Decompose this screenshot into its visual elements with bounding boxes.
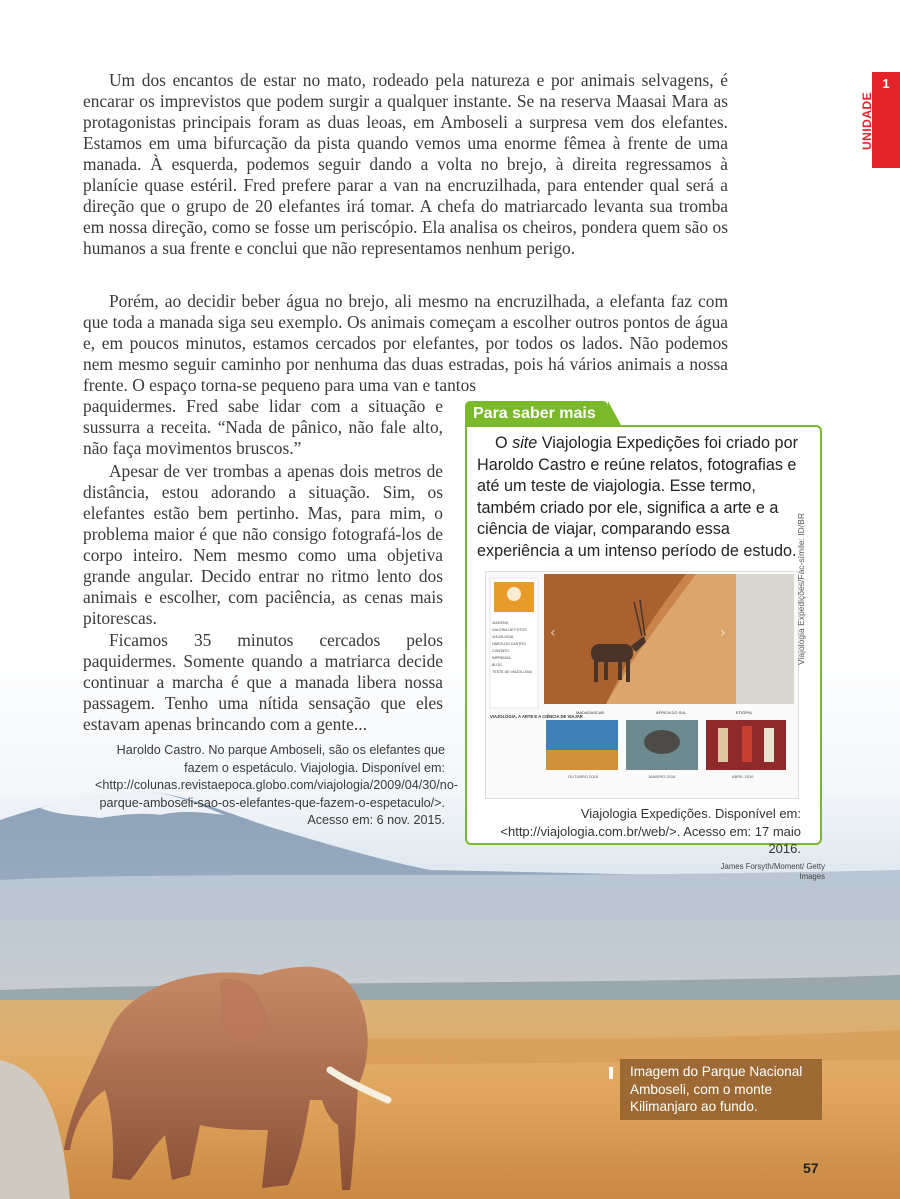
paragraph-4-text: Ficamos 35 minutos cercados pelos paquidermes. Somente quando a matriarca decide continuar a marcha é que a manada libera nossa passagem. Tenho uma nítida sensação que eles estavam apenas brincando com a gente... (83, 630, 443, 734)
paragraph-2-text: Porém, ao decidir beber água no brejo, ali mesmo na encruzilhada, a elefanta faz com que toda a manada siga seu exemplo. Os animais começam a escolher outros pontos de água e, em poucos minutos, estamos cercados por elefantes, por todos os lados. Não podemos nem mesmo seguir caminho por nenhuma das duas estradas, pois há vários animais a nossa frente. O espaço torna-se pequeno para uma van e tantos (83, 291, 728, 395)
paragraph-1-text: Um dos encantos de estar no mato, rodeado pela natureza e por animais selvagens, é encarar os imprevistos que podem surgir a qualquer instante. Se na reserva Maasai Mara as protagonistas principais foram as duas leoas, em Amboseli a surpresa vem dos elefantes. Estamos em uma bifurcação da pista quando vemos uma enorme fêmea à frente de uma manada. À esquerda, podemos seguir dando a volta no brejo, à direita regressamos à planície quase estéril. Fred prefere parar a van na encruzilhada, para entender qual será a direção que o grupo de 20 elefantes irá tomar. A chefa do matriarcado levanta sua tromba em nossa direção, como se fosse um periscópio. Ela analisa os cheiros, pondera quem são os humanos a sua frente e conclui que não representamos nenhum perigo. (83, 70, 728, 258)
website-screenshot (485, 571, 799, 799)
site-date: OUTUBRO 2015 (568, 774, 599, 779)
photo-caption (620, 1059, 822, 1120)
site-menu-item: IMPRENSA (492, 656, 511, 660)
page-number: 57 (803, 1160, 819, 1176)
photo-caption-text: Imagem do Parque Nacional Amboseli, com o monte Kilimanjaro ao fundo. (630, 1064, 803, 1114)
photo-credit: James Forsyth/Moment/ Getty Images (720, 862, 825, 881)
paragraph-2-continued (83, 396, 443, 466)
site-tagline: VIAJOLOGIA, A ARTE E A CIÊNCIA DE VIAJAR (490, 714, 583, 719)
site-menu-item: GALERIA DE FOTOS (492, 628, 527, 632)
source-citation: Haroldo Castro. No parque Amboseli, são os elefantes que fazem o espetáculo. Viajologia. Disponível em: <http://colunas.revistaepoca.globo.com/viajologia/2009/04/30/no-parque-amboseli-sao-os-elefantes-que-fazem-o-espetaculo/>. Acesso em: 6 nov. 2015. (95, 743, 459, 827)
sidebar-text-rest: Viajologia Expedições foi criado por Haroldo Castro e reúne relatos, fotografias e até um teste de viajologia. Esse termo, também criado por ele, significa a arte e a ciência de viajar, comparando essa experiência a um intenso período de estudo. (477, 434, 798, 560)
paragraph-1 (83, 70, 728, 266)
site-menu-item: BLOG (492, 663, 502, 667)
website-screenshot-image (486, 572, 798, 798)
caption-marker-icon (609, 1067, 613, 1079)
sidebar-text-emphasis: site (512, 434, 538, 452)
carousel-next-icon: › (720, 625, 726, 641)
sidebar-title: Para saber mais (465, 401, 608, 427)
unit-number: 1 (882, 76, 890, 91)
carousel-prev-icon: ‹ (550, 625, 556, 641)
paragraph-3 (83, 461, 443, 636)
sidebar-caption: Viajologia Expedições. Disponível em: <http://viajologia.com.br/web/>. Acesso em: 17 maio 2016. (500, 806, 801, 856)
site-menu-item: VIAGENS (492, 621, 508, 625)
site-region-label: ETIÓPIA (736, 710, 752, 715)
screenshot-credit: Viajologia Expedições/Fac-símile: ID/BR (796, 513, 806, 665)
site-menu-item: CONTATO (492, 649, 509, 653)
sidebar-text-start: O (495, 434, 513, 452)
paragraph-3-text: Apesar de ver trombas a apenas dois metros de distância, estou adorando a situação. Sim, os elefantes estão bem pertinho. Mas, para mim, o problema maior é que não consigo fotografá-los de corpo inteiro. Nem mesmo como uma objetiva grande angular. Decido entrar no ritmo lento dos animais e escolher, com paciência, as cenas mais pitorescas. (83, 461, 443, 628)
unit-label: UNIDADE (860, 91, 874, 150)
para-saber-mais-box (465, 425, 822, 856)
paragraph-4 (83, 630, 443, 742)
site-menu-item: TESTE DE VIAJOLOGIA (492, 670, 532, 674)
site-date: JANEIRO 2016 (648, 774, 676, 779)
site-menu-item: VIAJOLOGIA (492, 635, 514, 639)
site-menu-item: HAROLDO CASTRO (492, 642, 526, 646)
site-region-label: MADAGASCAR (576, 710, 605, 715)
paragraph-2 (83, 291, 728, 395)
site-date: ABRIL 2016 (732, 774, 754, 779)
site-region-label: ÁFRICA DO SUL (656, 710, 687, 715)
sidebar-text (477, 433, 812, 562)
unit-tab (872, 72, 900, 168)
paragraph-2-continued-text: paquidermes. Fred sabe lidar com a situação e sussurra a receita. “Nada de pânico, não fale alto, não faça movimentos bruscos.” (83, 396, 443, 458)
